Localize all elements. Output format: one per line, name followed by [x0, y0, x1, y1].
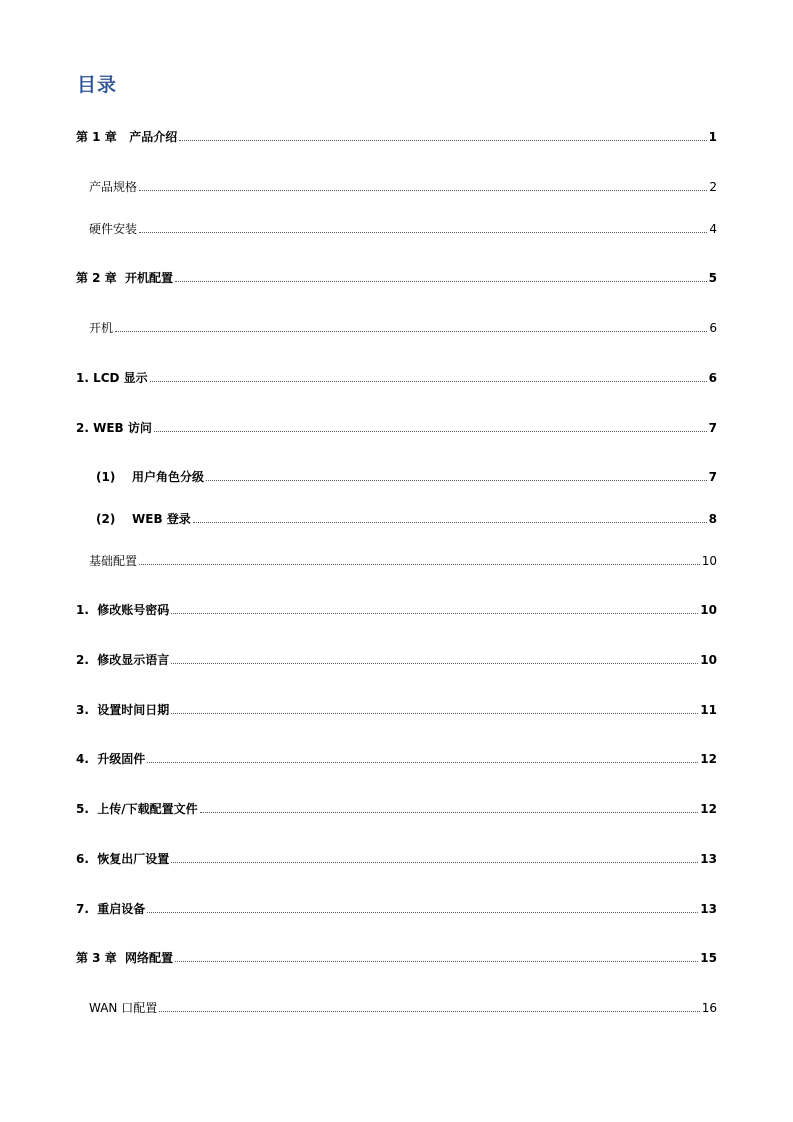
dot-leader: [200, 811, 699, 813]
toc-entry-label: 开机: [89, 321, 114, 335]
toc-entry[interactable]: [89, 316, 717, 336]
toc-entry-page: 4: [709, 222, 717, 236]
toc-entry-page: 13: [700, 902, 717, 916]
toc-entry-page: 2: [709, 180, 717, 194]
toc-entry-page: 10: [700, 603, 717, 617]
toc-entry[interactable]: [76, 747, 717, 767]
toc-entry[interactable]: [76, 897, 717, 917]
toc-entry-label: 4. 升级固件: [76, 752, 146, 766]
dot-leader: [206, 479, 707, 481]
toc-entry-label: 第 1 章 产品介绍: [76, 130, 178, 144]
dot-leader: [147, 761, 698, 763]
toc-entry[interactable]: [76, 366, 717, 386]
toc-entry[interactable]: [76, 797, 717, 817]
dot-leader: [159, 1010, 700, 1012]
dot-leader: [171, 861, 698, 863]
toc-entry-label: 2. WEB 访问: [76, 421, 152, 435]
toc-entry-label: 第 3 章 网络配置: [76, 951, 174, 965]
toc-entry[interactable]: [76, 847, 717, 867]
toc-entry-page: 8: [708, 512, 717, 526]
toc-entry-label: 硬件安装: [89, 222, 138, 236]
toc-entry-page: 1: [708, 130, 717, 144]
toc-entry-label: 基础配置: [89, 554, 138, 568]
toc-entry-page: 12: [700, 752, 717, 766]
toc-entry-page: 16: [701, 1001, 717, 1015]
dot-leader: [179, 139, 706, 141]
dot-leader: [193, 521, 707, 523]
dot-leader: [154, 430, 707, 432]
toc-entry-label: 1. 修改账号密码: [76, 603, 170, 617]
dot-leader: [150, 380, 707, 382]
toc-entry-page: 6: [709, 321, 717, 335]
dot-leader: [175, 280, 707, 282]
toc-entry[interactable]: [89, 175, 717, 195]
toc-entry-label: (2) WEB 登录: [96, 512, 191, 526]
toc-entry-label: 6. 恢复出厂设置: [76, 852, 170, 866]
toc-entry[interactable]: [76, 598, 717, 618]
toc-entry-page: 10: [700, 653, 717, 667]
dot-leader: [171, 662, 698, 664]
toc-entry-label: 产品规格: [89, 180, 138, 194]
toc-entry-label: 7. 重启设备: [76, 902, 146, 916]
toc-entry[interactable]: [76, 125, 717, 145]
dot-leader: [139, 231, 707, 233]
toc-entry-page: 7: [708, 470, 717, 484]
toc-entry-page: 6: [708, 371, 717, 385]
toc-entry[interactable]: [96, 507, 717, 527]
toc-entry-page: 15: [700, 951, 717, 965]
toc-entry-page: 5: [708, 271, 717, 285]
dot-leader: [175, 960, 698, 962]
toc-entry-label: 5. 上传/下载配置文件: [76, 802, 198, 816]
toc-entry-label: WAN 口配置: [89, 1001, 158, 1015]
dot-leader: [139, 189, 707, 191]
toc-entry[interactable]: [89, 549, 717, 569]
toc-entry-label: 3. 设置时间日期: [76, 703, 170, 717]
toc-entry[interactable]: [76, 266, 717, 286]
dot-leader: [171, 712, 698, 714]
toc-entry-label: 1. LCD 显示: [76, 371, 148, 385]
toc-entry-page: 12: [700, 802, 717, 816]
toc-entry[interactable]: [76, 698, 717, 718]
dot-leader: [171, 612, 698, 614]
dot-leader: [115, 330, 707, 332]
toc-entry-label: 2. 修改显示语言: [76, 653, 170, 667]
dot-leader: [147, 911, 698, 913]
toc-entry-label: (1) 用户角色分级: [96, 470, 205, 484]
toc-entry-page: 11: [700, 703, 717, 717]
toc-entry[interactable]: [76, 416, 717, 436]
toc-entry-label: 第 2 章 开机配置: [76, 271, 174, 285]
toc-entry-page: 13: [700, 852, 717, 866]
toc-entry[interactable]: [96, 465, 717, 485]
toc-entry[interactable]: [89, 217, 717, 237]
toc-entry[interactable]: [89, 996, 717, 1016]
toc-entry[interactable]: [76, 946, 717, 966]
toc-entry-page: 7: [708, 421, 717, 435]
dot-leader: [139, 563, 700, 565]
toc-entry-page: 10: [701, 554, 717, 568]
toc-title: 目录: [77, 74, 118, 96]
toc-entry[interactable]: [76, 648, 717, 668]
